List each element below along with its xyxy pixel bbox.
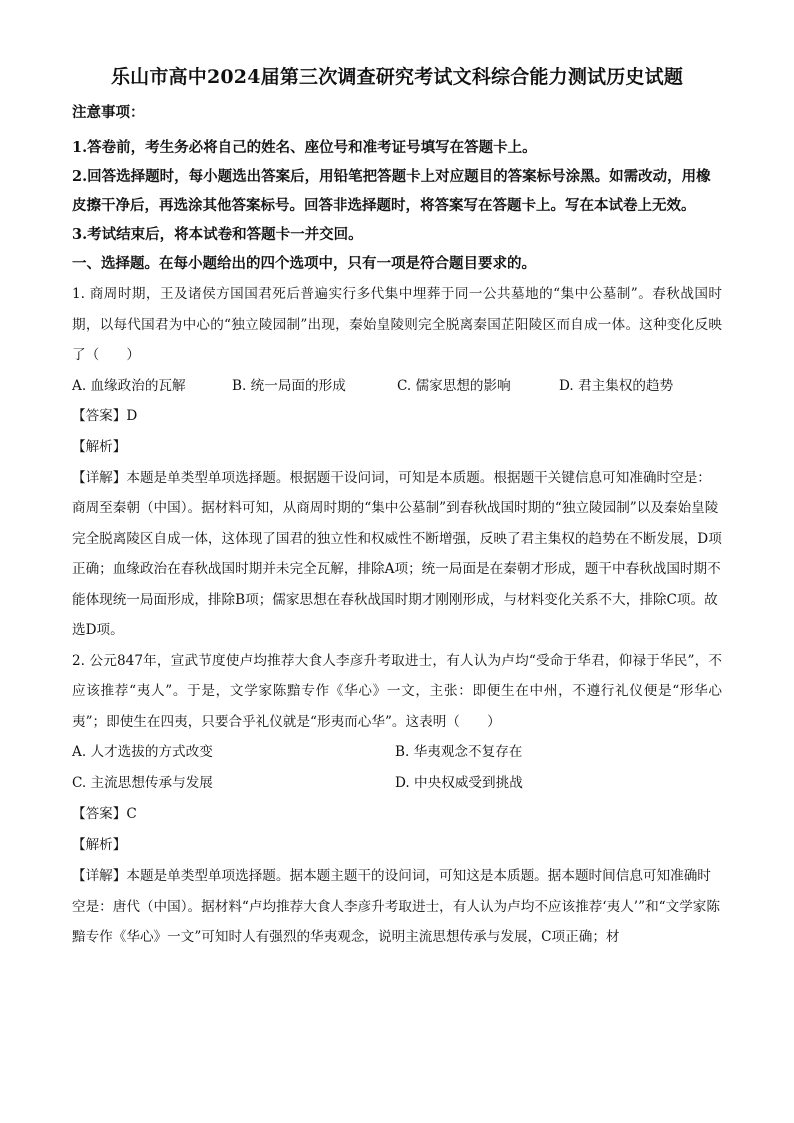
question-2-analysis-label: 【解析】 (72, 837, 127, 853)
question-1-detail: 【详解】本题是单类型单项选择题。根据题干设问词，可知是本质题。根据题干关键信息可知准确时空是：商周至秦朝（中国）。据材料可知，从商周时期的“集中公墓制”到春秋战国时期的“独立陵园制”以及秦始皇陵完全脱离陵区自成一体，这体现了国君的独立性和权威性不断增强，反映了君主集权的趋势在不断发展，D项正确；血缘政治在春秋战国时期并未完全瓦解，排除A项；统一局面是在秦朝才形成，题干中春秋战国时期不能体现统一局面形成，排除B项；儒家思想在春秋战国时期才刚刚形成，与材料变化关系不大，排除C项。故选D项。 (72, 469, 722, 638)
question-1-answer: 【答案】D (72, 407, 138, 424)
question-2-options (72, 737, 722, 799)
option-b: B. 统一局面的形成 (232, 377, 346, 394)
section-heading: 一、选择题。在每小题给出的四个选项中，只有一项是符合题目要求的。 (72, 255, 536, 272)
question-1-analysis-label: 【解析】 (72, 438, 127, 455)
notice-heading: 注意事项： (72, 104, 145, 121)
option-c: C. 儒家思想的影响 (397, 377, 511, 394)
page-title: 乐山市高中2024届第三次调查研究考试文科综合能力测试历史试题 (110, 66, 684, 88)
option-b: B. 华夷观念不复存在 (395, 744, 523, 760)
option-a: A. 人才选拔的方式改变 (72, 744, 213, 760)
question-1 (72, 279, 722, 646)
option-d: D. 君主集权的趋势 (559, 377, 674, 394)
notice-item-2: 2.回答选择题时，每小题选出答案后，用铅笔把答题卡上对应题目的答案标号涂黑。如需改动，用橡皮擦干净后，再选涂其他答案标号。回答非选择题时，将答案写在答题卡上。写在本试卷上无效。 (72, 168, 711, 214)
option-d: D. 中央权威受到挑战 (395, 775, 523, 791)
notice-item-3: 3.考试结束后，将本试卷和答题卡一并交回。 (72, 226, 363, 243)
question-2-detail: 【详解】本题是单类型单项选择题。据本题主题干的设问词，可知这是本质题。据本题时间信息可知准确时空是：唐代（中国）。据材料“卢均推荐大食人李彦升考取进士，有人认为卢均不应该推荐‘夷人’”和“文学家陈黯专作《华心》一文”可知时人有强烈的华夷观念，说明主流思想传承与发展，C项正确；材 (72, 868, 720, 945)
question-2 (72, 646, 722, 953)
question-1-options (72, 371, 722, 401)
question-2-answer: 【答案】C (72, 806, 137, 822)
option-a: A. 血缘政治的瓦解 (72, 377, 186, 394)
question-2-stem: 2. 公元847年，宣武节度使卢均推荐大食人李彦升考取进士，有人认为卢均“受命于华君，仰禄于华民”，不应该推荐“夷人”。于是，文学家陈黯专作《华心》一文，主张：即便生在中州，不遵行礼仪便是“形华心夷”；即使生在四夷，只要合乎礼仪就是“形夷而心华”。这表明（ ） (72, 652, 722, 730)
question-1-stem: 1. 商周时期，王及诸侯方国国君死后普遍实行多代集中埋葬于同一公共墓地的“集中公墓制”。春秋战国时期，以每代国君为中心的“独立陵园制”出现，秦始皇陵则完全脱离秦国芷阳陵区而自成一体。这种变化反映了（ ） (72, 286, 722, 363)
option-c: C. 主流思想传承与发展 (72, 775, 213, 791)
notice-item-1: 1.答卷前，考生务必将自己的姓名、座位号和准考证号填写在答题卡上。 (72, 139, 537, 156)
